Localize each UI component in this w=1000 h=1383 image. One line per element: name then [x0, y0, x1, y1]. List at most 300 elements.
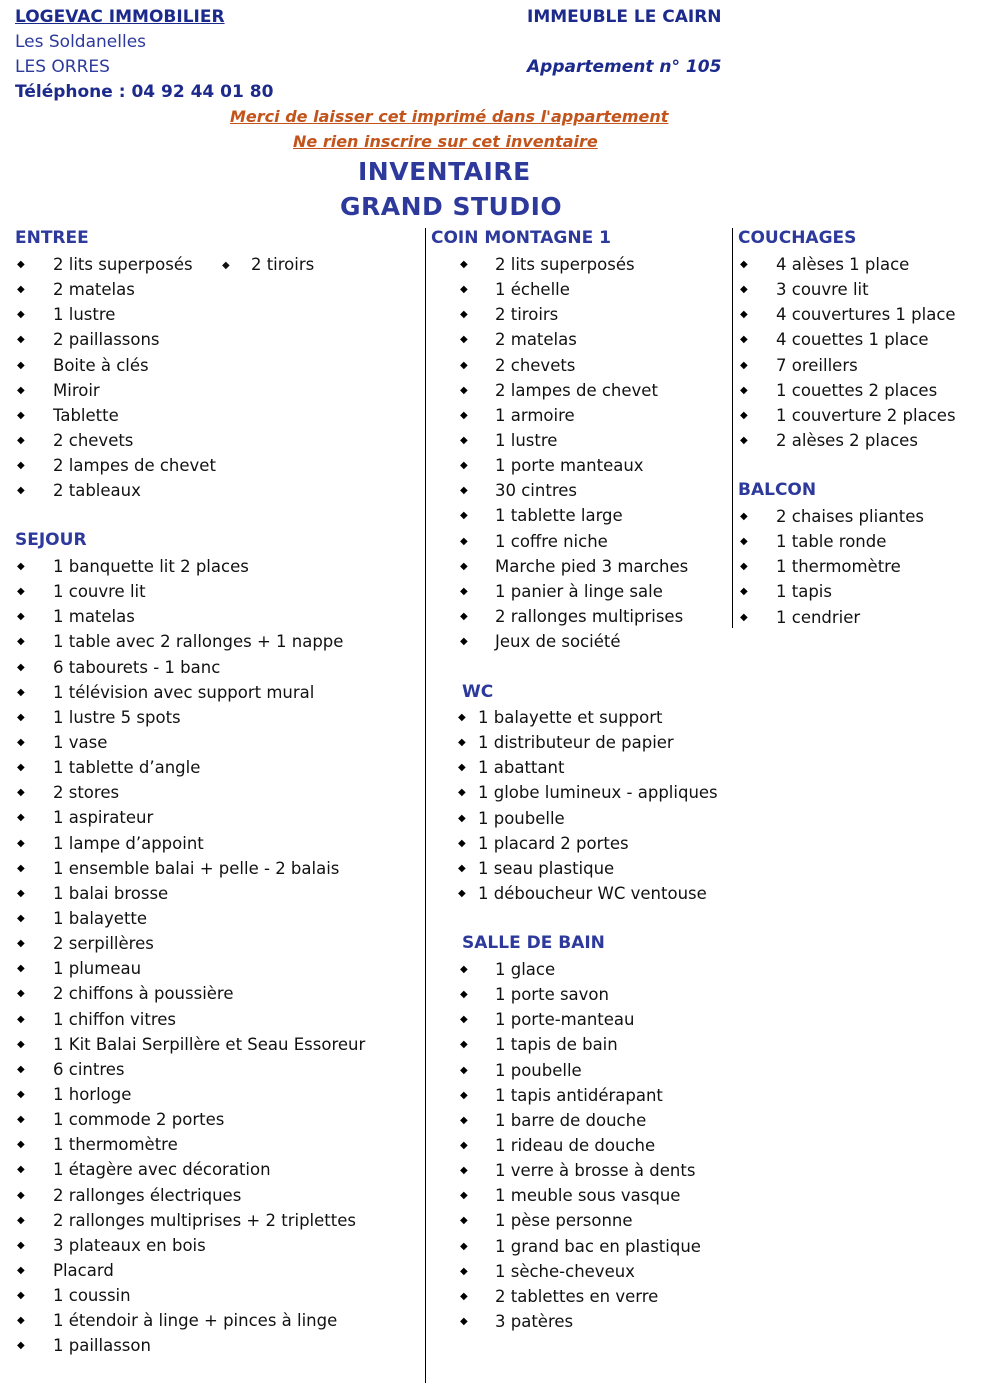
list-item-label: 2 lampes de chevet — [495, 380, 658, 400]
list-item — [462, 1007, 732, 1032]
bullet-icon: ◆ — [17, 887, 25, 899]
list-item — [458, 755, 732, 780]
column-divider-right — [732, 228, 733, 628]
bullet-icon: ◆ — [458, 837, 466, 849]
list-item-label: 6 tabourets - 1 banc — [53, 657, 221, 677]
list-item-label: 1 globe lumineux - appliques — [478, 783, 718, 803]
list-item — [462, 1158, 732, 1183]
bullet-icon: ◆ — [17, 359, 25, 371]
list-item-label: 2 paillassons — [53, 330, 160, 350]
list-item — [458, 705, 732, 730]
list-item — [15, 277, 415, 302]
bullet-icon: ◆ — [17, 284, 25, 296]
list-item-label: 1 coffre niche — [495, 531, 608, 551]
bullet-icon: ◆ — [17, 1214, 25, 1226]
bullet-icon: ◆ — [17, 259, 25, 270]
bullet-icon: ◆ — [740, 561, 748, 573]
list-item-label: 1 thermomètre — [53, 1135, 178, 1155]
bullet-icon: ◆ — [460, 359, 468, 371]
bullet-icon: ◆ — [458, 812, 466, 824]
list-item-label: 1 verre à brosse à dents — [495, 1161, 696, 1181]
list-item — [738, 579, 996, 604]
list-item-label: 1 tapis — [776, 582, 832, 602]
bullet-icon: ◆ — [460, 434, 468, 446]
list-item — [15, 705, 415, 730]
list-item-label: 1 sèche-cheveux — [495, 1261, 635, 1281]
list-item-label: 1 déboucheur WC ventouse — [478, 883, 707, 903]
list-item — [738, 403, 996, 428]
bullet-icon: ◆ — [740, 309, 748, 321]
list-item-label: 1 pèse personne — [495, 1211, 633, 1231]
list-item — [15, 1258, 415, 1283]
bullet-icon: ◆ — [17, 762, 25, 774]
list-item-label: 1 lampe d’appoint — [53, 833, 204, 853]
list-item-label: 2 rallonges électriques — [53, 1185, 242, 1205]
bullet-icon: ◆ — [460, 409, 468, 421]
list-item-label: 1 placard 2 portes — [478, 833, 629, 853]
list-item — [738, 504, 996, 529]
list-item-label: 3 plateaux en bois — [53, 1235, 206, 1255]
bullet-icon: ◆ — [740, 611, 748, 623]
bullet-icon: ◆ — [460, 1139, 468, 1151]
list-item — [431, 453, 726, 478]
list-item — [462, 1032, 732, 1057]
list-item-label: 1 vase — [53, 732, 108, 752]
list-item-label: 1 ensemble balai + pelle - 2 balais — [53, 858, 340, 878]
list-item-label: 2 tableaux — [53, 481, 141, 501]
bullet-icon: ◆ — [17, 1239, 25, 1251]
list-item — [431, 529, 726, 554]
list-item-label: 1 seau plastique — [478, 858, 615, 878]
list-item — [458, 831, 732, 856]
list-item — [462, 1284, 732, 1309]
bullet-icon: ◆ — [17, 837, 25, 849]
list-item — [738, 353, 996, 378]
list-item-label: 1 coussin — [53, 1286, 131, 1306]
bullet-icon: ◆ — [17, 787, 25, 799]
list-item — [462, 1108, 732, 1133]
list-item — [15, 453, 415, 478]
bullet-icon: ◆ — [17, 938, 25, 950]
bullet-icon: ◆ — [17, 1290, 25, 1302]
list-item-label: 1 barre de douche — [495, 1110, 647, 1130]
column-divider-left — [425, 228, 426, 1383]
bullet-icon: ◆ — [17, 334, 25, 346]
list-item — [15, 1233, 415, 1258]
list-item — [15, 805, 415, 830]
list-item-label: 1 porte manteaux — [495, 456, 644, 476]
list-item-label: 1 meuble sous vasque — [495, 1186, 681, 1206]
bullet-icon: ◆ — [460, 585, 468, 597]
bullet-icon: ◆ — [458, 862, 466, 874]
bullet-icon: ◆ — [740, 334, 748, 346]
list-item — [15, 931, 415, 956]
address-line-1: Les Soldanelles — [15, 32, 147, 52]
list-item-label: 2 stores — [53, 783, 120, 803]
bullet-icon: ◆ — [460, 259, 468, 270]
list-item — [462, 957, 732, 982]
bullet-icon: ◆ — [460, 1190, 468, 1202]
bullet-icon: ◆ — [17, 1114, 25, 1126]
list-item — [15, 1333, 415, 1358]
list-item — [15, 1007, 415, 1032]
list-item — [15, 981, 415, 1006]
bullet-icon: ◆ — [458, 787, 466, 799]
bullet-icon: ◆ — [460, 510, 468, 522]
list-item — [738, 529, 996, 554]
bullet-icon: ◆ — [740, 409, 748, 421]
list-item-label: 1 tablette d’angle — [53, 758, 201, 778]
section-title-wc: WC — [462, 682, 494, 702]
bullet-icon: ◆ — [17, 460, 25, 472]
list-item-label: 2 chaises pliantes — [776, 507, 924, 526]
bullet-icon: ◆ — [740, 434, 748, 446]
list-item-label: 2 rallonges multiprises — [495, 606, 684, 626]
bullet-icon: ◆ — [17, 485, 25, 497]
bullet-icon: ◆ — [460, 1165, 468, 1177]
bullet-icon: ◆ — [460, 1240, 468, 1252]
list-item-label: 1 table ronde — [776, 532, 887, 552]
bullet-icon: ◆ — [460, 1315, 468, 1327]
list-item-label: 2 chiffons à poussière — [53, 984, 234, 1004]
list-item-label: 1 tapis de bain — [495, 1035, 618, 1055]
bullet-icon: ◆ — [460, 284, 468, 296]
bullet-icon: ◆ — [17, 912, 25, 924]
list-item — [431, 277, 726, 302]
list-item — [15, 1107, 415, 1132]
bullet-icon: ◆ — [460, 334, 468, 346]
list-item-label: 1 commode 2 portes — [53, 1110, 225, 1130]
list-item — [462, 1083, 732, 1108]
list-item-label: 2 chevets — [53, 430, 134, 450]
list-item-label: 4 couettes 1 place — [776, 330, 929, 350]
bullet-icon: ◆ — [460, 1265, 468, 1277]
notice-keep-document: Merci de laisser cet imprimé dans l'appartement — [230, 107, 669, 126]
bullet-icon: ◆ — [460, 1290, 468, 1302]
list-item-label: 2 tiroirs — [495, 305, 559, 325]
list-item-label: 1 couettes 2 places — [776, 380, 938, 400]
bullet-icon: ◆ — [740, 284, 748, 296]
bullet-icon: ◆ — [460, 1215, 468, 1227]
list-item — [458, 881, 732, 906]
bullet-icon: ◆ — [17, 586, 25, 598]
list-item-label: 2 lampes de chevet — [53, 456, 216, 476]
list-item-label: 1 grand bac en plastique — [495, 1236, 701, 1256]
list-item-label: 7 oreillers — [776, 355, 858, 375]
bullet-icon: ◆ — [460, 964, 468, 975]
bullet-icon: ◆ — [17, 636, 25, 648]
list-item-label: 3 couvre lit — [776, 280, 869, 300]
bullet-icon: ◆ — [17, 1164, 25, 1176]
bullet-icon: ◆ — [17, 1340, 25, 1352]
phone-number: Téléphone : 04 92 44 01 80 — [15, 82, 274, 102]
list-item — [15, 856, 415, 881]
bullet-icon: ◆ — [740, 586, 748, 598]
salle-de-bain-list — [462, 957, 732, 1334]
list-item-label: 30 cintres — [495, 481, 577, 501]
list-item-label: 2 matelas — [495, 330, 577, 350]
list-item — [15, 1057, 415, 1082]
list-item — [15, 1132, 415, 1157]
list-item — [15, 252, 415, 277]
bullet-icon: ◆ — [460, 1089, 468, 1101]
list-item — [458, 856, 732, 881]
apartment-number: Appartement n° 105 — [527, 57, 722, 77]
list-item-label: 1 poubelle — [478, 808, 565, 828]
bullet-icon: ◆ — [460, 989, 468, 1001]
list-item — [431, 604, 726, 629]
bullet-icon: ◆ — [458, 737, 466, 749]
list-item — [15, 831, 415, 856]
list-item-label: 1 chiffon vitres — [53, 1009, 177, 1029]
list-item — [738, 428, 996, 453]
list-item-label: 1 tablette large — [495, 506, 623, 526]
list-item — [15, 730, 415, 755]
list-item-label: 6 cintres — [53, 1059, 125, 1079]
list-item-label: 1 tapis antidérapant — [495, 1085, 663, 1105]
list-item — [15, 428, 415, 453]
bullet-icon: ◆ — [222, 260, 230, 271]
list-item-label: 1 aspirateur — [53, 808, 154, 828]
page-subtitle: GRAND STUDIO — [340, 192, 563, 221]
bullet-icon: ◆ — [740, 359, 748, 371]
list-item — [431, 302, 726, 327]
bullet-icon: ◆ — [460, 460, 468, 472]
list-item — [462, 982, 732, 1007]
bullet-icon: ◆ — [460, 1114, 468, 1126]
list-item-label: Marche pied 3 marches — [495, 556, 689, 576]
list-item — [462, 1234, 732, 1259]
list-item-label: 1 porte-manteau — [495, 1010, 635, 1030]
list-item — [462, 1133, 732, 1158]
list-item — [738, 554, 996, 579]
list-item — [15, 604, 415, 629]
list-item-label: 2 alèses 2 places — [776, 430, 918, 450]
list-item — [15, 906, 415, 931]
list-item — [462, 1208, 732, 1233]
list-item-label: Placard — [53, 1260, 114, 1280]
bullet-icon: ◆ — [740, 259, 748, 270]
list-item-label: 1 table avec 2 rallonges + 1 nappe — [53, 632, 344, 652]
list-item — [431, 403, 726, 428]
list-item-label: 1 balayette — [53, 908, 148, 928]
list-item — [462, 1183, 732, 1208]
bullet-icon: ◆ — [17, 812, 25, 824]
list-item-label: 1 matelas — [53, 607, 135, 627]
list-item-label: 3 patères — [495, 1311, 574, 1331]
list-item-label: 1 poubelle — [495, 1060, 582, 1080]
bullet-icon: ◆ — [17, 1264, 25, 1276]
list-item — [431, 327, 726, 352]
list-item-label: 2 rallonges multiprises + 2 triplettes — [53, 1210, 356, 1230]
list-item — [738, 252, 996, 277]
coin-montagne-list — [431, 252, 726, 654]
list-item — [15, 579, 415, 604]
list-item-label: 1 lustre — [495, 430, 558, 450]
bullet-icon: ◆ — [460, 384, 468, 396]
list-item-label: 2 tablettes en verre — [495, 1286, 659, 1306]
list-item — [462, 1309, 732, 1334]
bullet-icon: ◆ — [17, 611, 25, 623]
building-name: IMMEUBLE LE CAIRN — [527, 7, 722, 27]
list-item-label: 1 plumeau — [53, 959, 142, 979]
list-item — [15, 680, 415, 705]
company-name: LOGEVAC IMMOBILIER — [15, 7, 225, 27]
section-title-couchages: COUCHAGES — [738, 228, 857, 248]
bullet-icon: ◆ — [17, 686, 25, 698]
list-item-label: 1 balayette et support — [478, 708, 663, 727]
bullet-icon: ◆ — [17, 434, 25, 446]
sejour-list — [15, 554, 415, 1359]
list-item — [462, 1058, 732, 1083]
list-item-label: 1 glace — [495, 960, 556, 979]
list-item-label: 1 lustre — [53, 305, 116, 325]
balcon-list — [738, 504, 996, 630]
list-item — [15, 478, 415, 503]
list-item — [15, 327, 415, 352]
list-item — [15, 302, 415, 327]
section-title-sejour: SEJOUR — [15, 530, 87, 550]
list-item-label: 1 rideau de douche — [495, 1135, 656, 1155]
list-item-label: 1 banquette lit 2 places — [53, 557, 249, 576]
list-item — [15, 353, 415, 378]
bullet-icon: ◆ — [460, 1064, 468, 1076]
bullet-icon: ◆ — [17, 963, 25, 975]
list-item — [458, 806, 732, 831]
list-item-label: 2 lits superposés — [495, 255, 635, 274]
list-item-label: 1 lustre 5 spots — [53, 707, 181, 727]
list-item-label: 2 lits superposés — [53, 255, 193, 274]
section-title-balcon: BALCON — [738, 480, 817, 500]
list-item-label: 1 couverture 2 places — [776, 405, 956, 425]
list-item — [15, 403, 415, 428]
list-item-label: 1 cendrier — [776, 607, 861, 627]
list-item-label: 1 balai brosse — [53, 883, 169, 903]
bullet-icon: ◆ — [17, 1189, 25, 1201]
bullet-icon: ◆ — [17, 1315, 25, 1327]
bullet-icon: ◆ — [17, 409, 25, 421]
bullet-icon: ◆ — [458, 712, 466, 723]
list-item — [431, 378, 726, 403]
list-item-label: 1 abattant — [478, 758, 565, 778]
list-item — [431, 554, 726, 579]
list-item-label: 1 paillasson — [53, 1336, 151, 1356]
list-item — [15, 629, 415, 654]
bullet-icon: ◆ — [740, 511, 748, 522]
bullet-icon: ◆ — [460, 560, 468, 572]
list-item — [15, 554, 415, 579]
bullet-icon: ◆ — [460, 1039, 468, 1051]
bullet-icon: ◆ — [17, 711, 25, 723]
entree-list — [15, 252, 415, 503]
list-item — [431, 353, 726, 378]
bullet-icon: ◆ — [17, 862, 25, 874]
list-item-label: 4 alèses 1 place — [776, 255, 910, 274]
wc-list — [458, 705, 732, 906]
list-item-label: 1 armoire — [495, 405, 575, 425]
bullet-icon: ◆ — [460, 636, 468, 648]
list-item-label: 1 étagère avec décoration — [53, 1160, 271, 1180]
entree-extra-item: ◆ 2 tiroirs — [222, 255, 315, 274]
bullet-icon: ◆ — [17, 561, 25, 572]
bullet-icon: ◆ — [460, 535, 468, 547]
list-item — [738, 302, 996, 327]
address-line-2: LES ORRES — [15, 57, 110, 77]
list-item — [431, 478, 726, 503]
bullet-icon: ◆ — [740, 384, 748, 396]
list-item-label: 2 serpillères — [53, 934, 154, 954]
list-item — [458, 780, 732, 805]
page-title: INVENTAIRE — [358, 157, 531, 186]
list-item — [15, 1183, 415, 1208]
bullet-icon: ◆ — [17, 309, 25, 321]
list-item — [15, 378, 415, 403]
list-item-label: 1 horloge — [53, 1084, 132, 1104]
list-item — [15, 956, 415, 981]
bullet-icon: ◆ — [740, 536, 748, 548]
list-item — [738, 327, 996, 352]
list-item — [15, 1032, 415, 1057]
list-item — [15, 1082, 415, 1107]
bullet-icon: ◆ — [458, 887, 466, 899]
couchages-list — [738, 252, 996, 453]
list-item-label: 4 couvertures 1 place — [776, 305, 956, 325]
list-item-label: Jeux de société — [495, 632, 621, 652]
list-item — [15, 1208, 415, 1233]
list-item-label: 1 étendoir à linge + pinces à linge — [53, 1311, 338, 1331]
list-item — [15, 655, 415, 680]
list-item — [15, 1308, 415, 1333]
bullet-icon: ◆ — [458, 762, 466, 774]
list-item-label: 1 panier à linge sale — [495, 581, 663, 601]
list-item — [738, 378, 996, 403]
list-item-label: 1 couvre lit — [53, 582, 146, 602]
bullet-icon: ◆ — [460, 309, 468, 321]
bullet-icon: ◆ — [17, 1063, 25, 1075]
list-item-label: 1 porte savon — [495, 985, 609, 1005]
list-item — [431, 252, 726, 277]
section-title-entree: ENTREE — [15, 228, 89, 248]
bullet-icon: ◆ — [460, 1014, 468, 1026]
list-item-label: 1 échelle — [495, 280, 570, 300]
list-item-label: 2 chevets — [495, 355, 576, 375]
list-item — [431, 503, 726, 528]
bullet-icon: ◆ — [17, 661, 25, 673]
bullet-icon: ◆ — [17, 1139, 25, 1151]
bullet-icon: ◆ — [17, 1038, 25, 1050]
section-title-coin-montagne: COIN MONTAGNE 1 — [431, 228, 611, 248]
list-item — [15, 881, 415, 906]
list-item — [431, 629, 726, 654]
list-item-label: 1 Kit Balai Serpillère et Seau Essoreur — [53, 1034, 366, 1054]
list-item — [431, 579, 726, 604]
list-item-label: 1 distributeur de papier — [478, 733, 674, 753]
bullet-icon: ◆ — [460, 485, 468, 497]
list-item — [15, 1283, 415, 1308]
list-item — [15, 755, 415, 780]
bullet-icon: ◆ — [17, 1013, 25, 1025]
bullet-icon: ◆ — [17, 1088, 25, 1100]
list-item — [462, 1259, 732, 1284]
list-item — [738, 605, 996, 630]
list-item — [431, 428, 726, 453]
list-item-label: 2 matelas — [53, 280, 135, 300]
list-item — [458, 730, 732, 755]
list-item-label: Miroir — [53, 380, 100, 400]
list-item-label: 1 thermomètre — [776, 557, 901, 577]
list-item-label: Boite à clés — [53, 355, 149, 375]
bullet-icon: ◆ — [17, 988, 25, 1000]
